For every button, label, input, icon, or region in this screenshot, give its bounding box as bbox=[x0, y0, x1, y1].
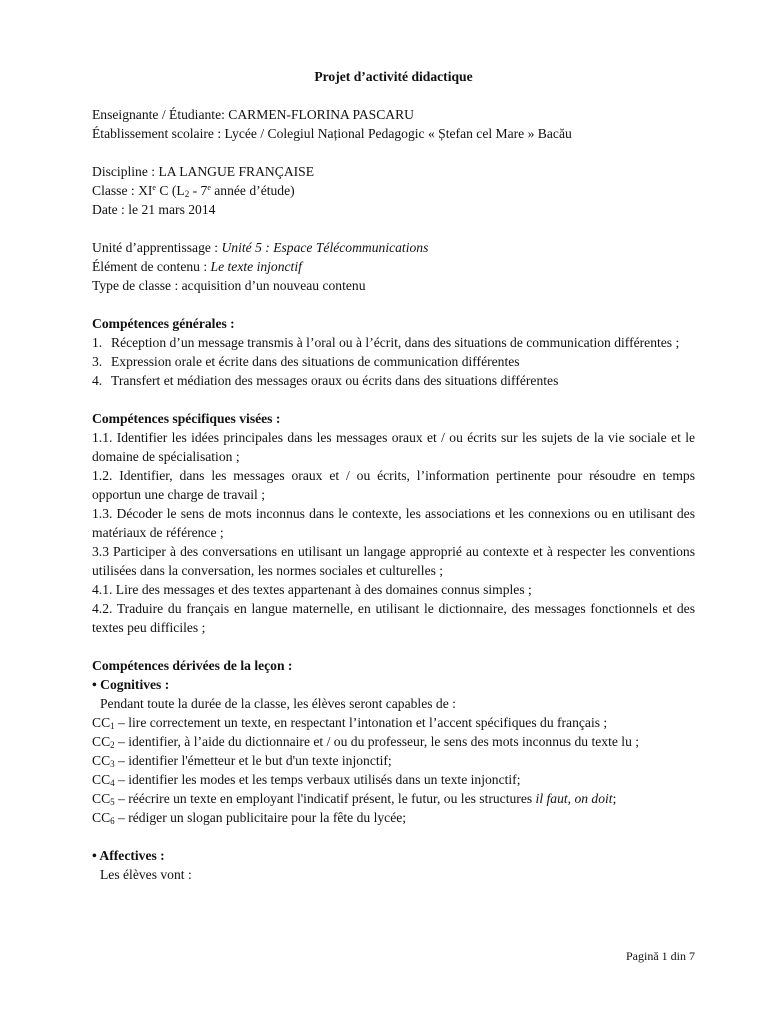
list-item: 4.1. Lire des messages et des textes appartenant à des domaines connus simples ; bbox=[92, 582, 532, 597]
affective-intro: Les élèves vont : bbox=[100, 867, 192, 882]
list-item: 4. Transfert et médiation des messages oraux ou écrits dans des situations différentes bbox=[92, 373, 559, 388]
school-line: Établissement scolaire : Lycée / Colegiul Național Pedagogic « Ștefan cel Mare » Bacău bbox=[92, 126, 572, 141]
bullet-icon: • bbox=[92, 677, 97, 692]
element-value: Le texte injonctif bbox=[210, 259, 302, 274]
specific-competences-heading: Compétences spécifiques visées : bbox=[92, 411, 281, 426]
list-item: $CC_5$ – réécrire un texte en employant l'indicatif présent, le futur, ou les structures il faut, on doit; bbox=[92, 791, 617, 807]
derived-competences-heading: Compétences dérivées de la leçon : bbox=[92, 658, 293, 673]
date-line: Date : le 21 mars 2014 bbox=[92, 202, 216, 217]
list-item: 3. Expression orale et écrite dans des situations de communication différentes bbox=[92, 354, 520, 369]
list-item: 4.2. Traduire du français en langue maternelle, en utilisant le dictionnaire, des messages fonctionnels et des textes peu difficiles ; bbox=[92, 601, 695, 635]
class-line: Classe : XIe C ($L_2 - 7e$ année d’étude) bbox=[92, 183, 295, 199]
class-type-line: Type de classe : acquisition d’un nouveau contenu bbox=[92, 278, 366, 293]
list-item: 1.2. Identifier, dans les messages oraux et / ou écrits, l’information pertinente pour résoudre en temps opportun une charge de travail ; bbox=[92, 468, 695, 502]
discipline-line: Discipline : LA LANGUE FRANÇAISE bbox=[92, 164, 315, 179]
unit-value: Unité 5 : Espace Télécommunications bbox=[221, 240, 429, 255]
list-item: 3.3 Participer à des conversations en utilisant un langage approprié au contexte et à respecter les conventions utilisées dans la conversation, les normes sociales et culturelles ; bbox=[92, 544, 695, 578]
teacher-line: Enseignante / Étudiante: CARMEN-FLORINA PASCARU bbox=[92, 107, 414, 122]
list-item: $CC_6$ – rédiger un slogan publicitaire pour la fête du lycée; bbox=[92, 810, 407, 826]
list-item: $CC_4$ – identifier les modes et les temps verbaux utilisés dans un texte injonctif; bbox=[92, 772, 521, 788]
unit-line: Unité d’apprentissage : Unité 5 : Espace Télécommunications bbox=[92, 240, 429, 255]
bullet-icon: • bbox=[92, 848, 97, 863]
list-item: 1. Réception d’un message transmis à l’oral ou à l’écrit, dans des situations de communication différentes ; bbox=[92, 335, 680, 350]
cognitive-heading: • Cognitives : bbox=[92, 677, 170, 692]
general-competences-list bbox=[92, 333, 695, 390]
document-title: Projet d’activité didactique bbox=[314, 69, 473, 84]
element-line: Élément de contenu : Le texte injonctif bbox=[92, 259, 302, 274]
cognitive-intro: Pendant toute la durée de la classe, les élèves seront capables de : bbox=[100, 696, 456, 711]
list-item: $CC_1$ – lire correctement un texte, en respectant l’intonation et l’accent spécifiques du français ; bbox=[92, 715, 608, 731]
general-competences-heading: Compétences générales : bbox=[92, 316, 235, 331]
list-item: $CC_3$ – identifier l'émetteur et le but d'un texte injonctif; bbox=[92, 753, 392, 769]
list-item: 1.1. Identifier les idées principales dans les messages oraux et / ou écrits sur les sujets de la vie sociale et le domaine de spécialisation ; bbox=[92, 430, 695, 464]
list-item: $CC_2$ – identifier, à l’aide du dictionnaire et / ou du professeur, le sens des mots inconnus du texte lu ; bbox=[92, 734, 640, 750]
document-body bbox=[92, 67, 695, 884]
affective-heading: • Affectives : bbox=[92, 848, 165, 863]
list-item: 1.3. Décoder le sens de mots inconnus dans le contexte, les associations et les connexions ou en utilisant des matériaux de référence ; bbox=[92, 506, 695, 540]
page-number: Pagină 1 din 7 bbox=[626, 949, 695, 963]
